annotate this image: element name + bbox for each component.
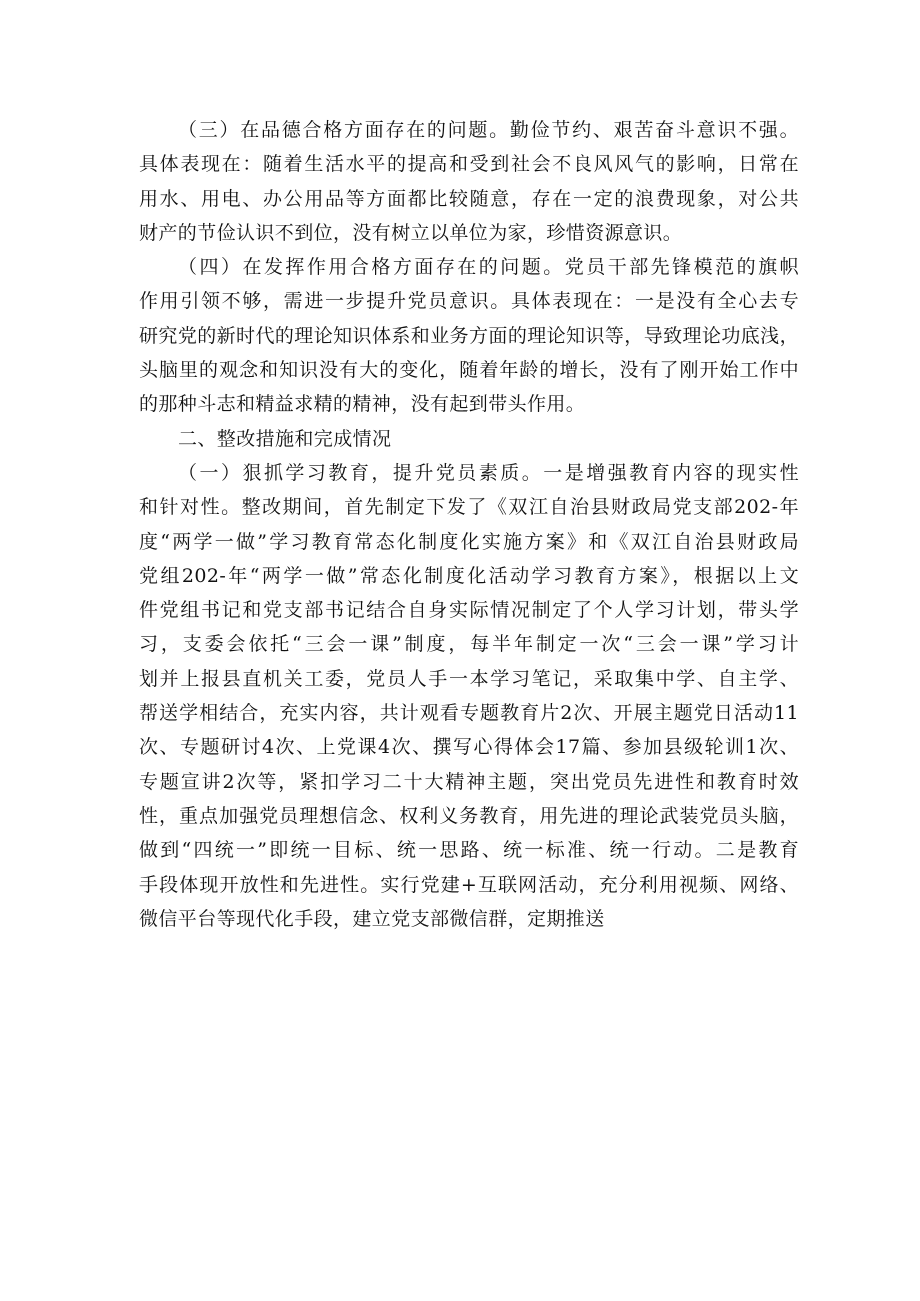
paragraph-one-line-2: 和针对性。整改期间，首先制定下发了《双江自治县财政局党支部202-年 [139,496,799,519]
paragraph-one-line-8: 帮送学相结合，充实内容，共计观看专题教育片2次、开展主题党日活动11 [139,702,799,725]
document-body [139,113,799,936]
paragraph-one-line-7: 划并上报县直机关工委，党员人手一本学习笔记，采取集中学、自主学、 [139,667,799,690]
paragraph-four-line-5: 的那种斗志和精益求精的精神，没有起到带头作用。 [139,393,586,416]
paragraph-four-line-1: （四）在发挥作用合格方面存在的问题。党员干部先锋模范的旗帜 [178,256,799,279]
paragraph-one-line-4: 党组202-年“两学一做”常态化制度化活动学习教育方案》，根据以上文 [139,564,799,587]
paragraph-three-line-4: 财产的节俭认识不到位，没有树立以单位为家，珍惜资源意识。 [139,221,683,244]
paragraph-four-line-4: 头脑里的观念和知识没有大的变化，随着年龄的增长，没有了刚开始工作中 [139,359,799,382]
paragraph-one-line-12: 做到“四统一”即统一目标、统一思路、统一标准、统一行动。二是教育 [139,839,799,862]
section-heading: 二、整改措施和完成情况 [178,427,392,450]
paragraph-three-line-1: （三）在品德合格方面存在的问题。勤俭节约、艰苦奋斗意识不强。 [178,119,799,141]
paragraph-four-line-2: 作用引领不够，需进一步提升党员意识。具体表现在：一是没有全心去专 [139,290,799,313]
paragraph-three-line-2: 具体表现在：随着生活水平的提高和受到社会不良风风气的影响，日常在 [139,153,799,176]
paragraph-one-line-1: （一）狠抓学习教育，提升党员素质。一是增强教育内容的现实性 [178,461,799,484]
paragraph-one-line-5: 件党组书记和党支部书记结合自身实际情况制定了个人学习计划，带头学 [139,599,799,622]
paragraph-one-line-3: 度“两学一做”学习教育常态化制度化实施方案》和《双江自治县财政局 [139,530,799,553]
paragraph-three-line-3: 用水、用电、办公用品等方面都比较随意，存在一定的浪费现象，对公共 [139,187,799,210]
paragraph-one-line-9: 次、专题研讨4次、上党课4次、撰写心得体会17篇、参加县级轮训1次、 [139,736,799,759]
paragraph-one-line-14: 微信平台等现代化手段，建立党支部微信群，定期推送 [139,907,605,930]
paragraph-one-line-11: 性，重点加强党员理想信念、权利义务教育，用先进的理论武装党员头脑， [139,804,799,827]
paragraph-one-line-10: 专题宣讲2次等，紧扣学习二十大精神主题，突出党员先进性和教育时效 [139,770,799,793]
paragraph-one-line-6: 习，支委会依托“三会一课”制度，每半年制定一次“三会一课”学习计 [139,633,799,656]
paragraph-one-line-13: 手段体现开放性和先进性。实行党建+互联网活动，充分利用视频、网络、 [139,873,799,896]
paragraph-four-line-3: 研究党的新时代的理论知识体系和业务方面的理论知识等，导致理论功底浅， [139,324,799,347]
